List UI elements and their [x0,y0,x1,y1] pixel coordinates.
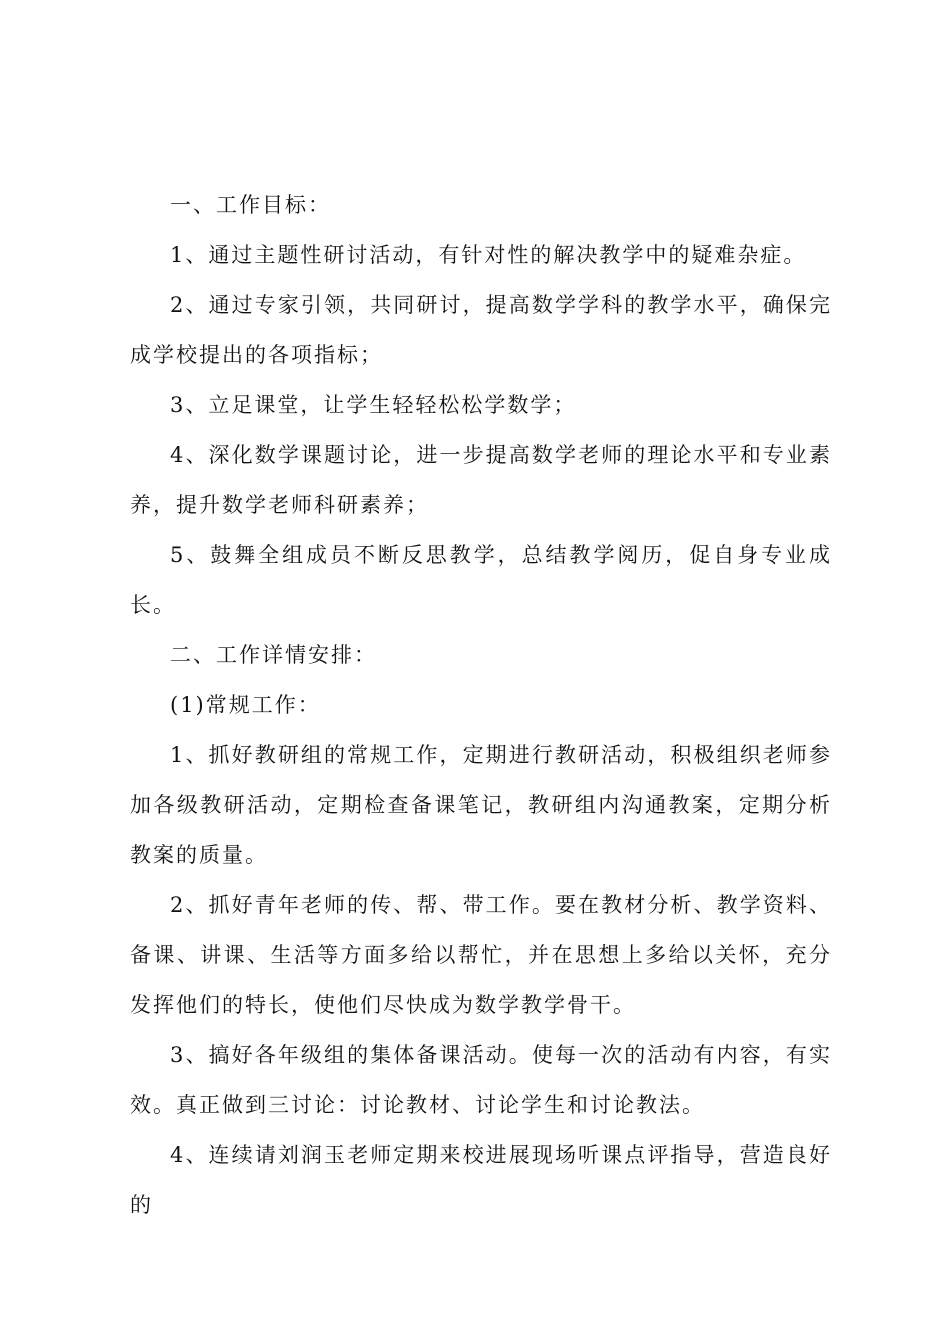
goal-item-5: 5、鼓舞全组成员不断反思教学，总结教学阅历，促自身专业成长。 [130,543,832,617]
section2-subheading: (1)常规工作： [170,693,321,717]
routine-item-2: 2、抓好青年老师的传、帮、带工作。要在教材分析、教学资料、备课、讲课、生活等方面多给以帮忙，并在思想上多给以关怀，充分发挥他们的特长，使他们尽快成为数学教学骨干。 [130,893,832,1017]
goal-item-1: 1、通过主题性研讨活动，有针对性的解决教学中的疑难杂症。 [170,243,807,267]
goal-item-3: 3、立足课堂，让学生轻轻松松学数学； [170,393,577,417]
routine-item-4: 4、连续请刘润玉老师定期来校进展现场听课点评指导，营造良好的 [130,1143,832,1217]
routine-item-3: 3、搞好各年级组的集体备课活动。使每一次的活动有内容，有实效。真正做到三讨论：讨论教材、讨论学生和讨论教法。 [130,1043,832,1117]
routine-item-1: 1、抓好教研组的常规工作，定期进行教研活动，积极组织老师参加各级教研活动，定期检查备课笔记，教研组内沟通教案，定期分析教案的质量。 [130,743,832,867]
goal-item-2: 2、通过专家引领，共同研讨，提高数学学科的教学水平，确保完成学校提出的各项指标； [130,293,832,367]
section2-heading: 二、工作详情安排： [170,643,377,667]
section1-heading: 一、工作目标： [170,193,331,217]
goal-item-4: 4、深化数学课题讨论，进一步提高数学老师的理论水平和专业素养，提升数学老师科研素养； [130,443,832,517]
